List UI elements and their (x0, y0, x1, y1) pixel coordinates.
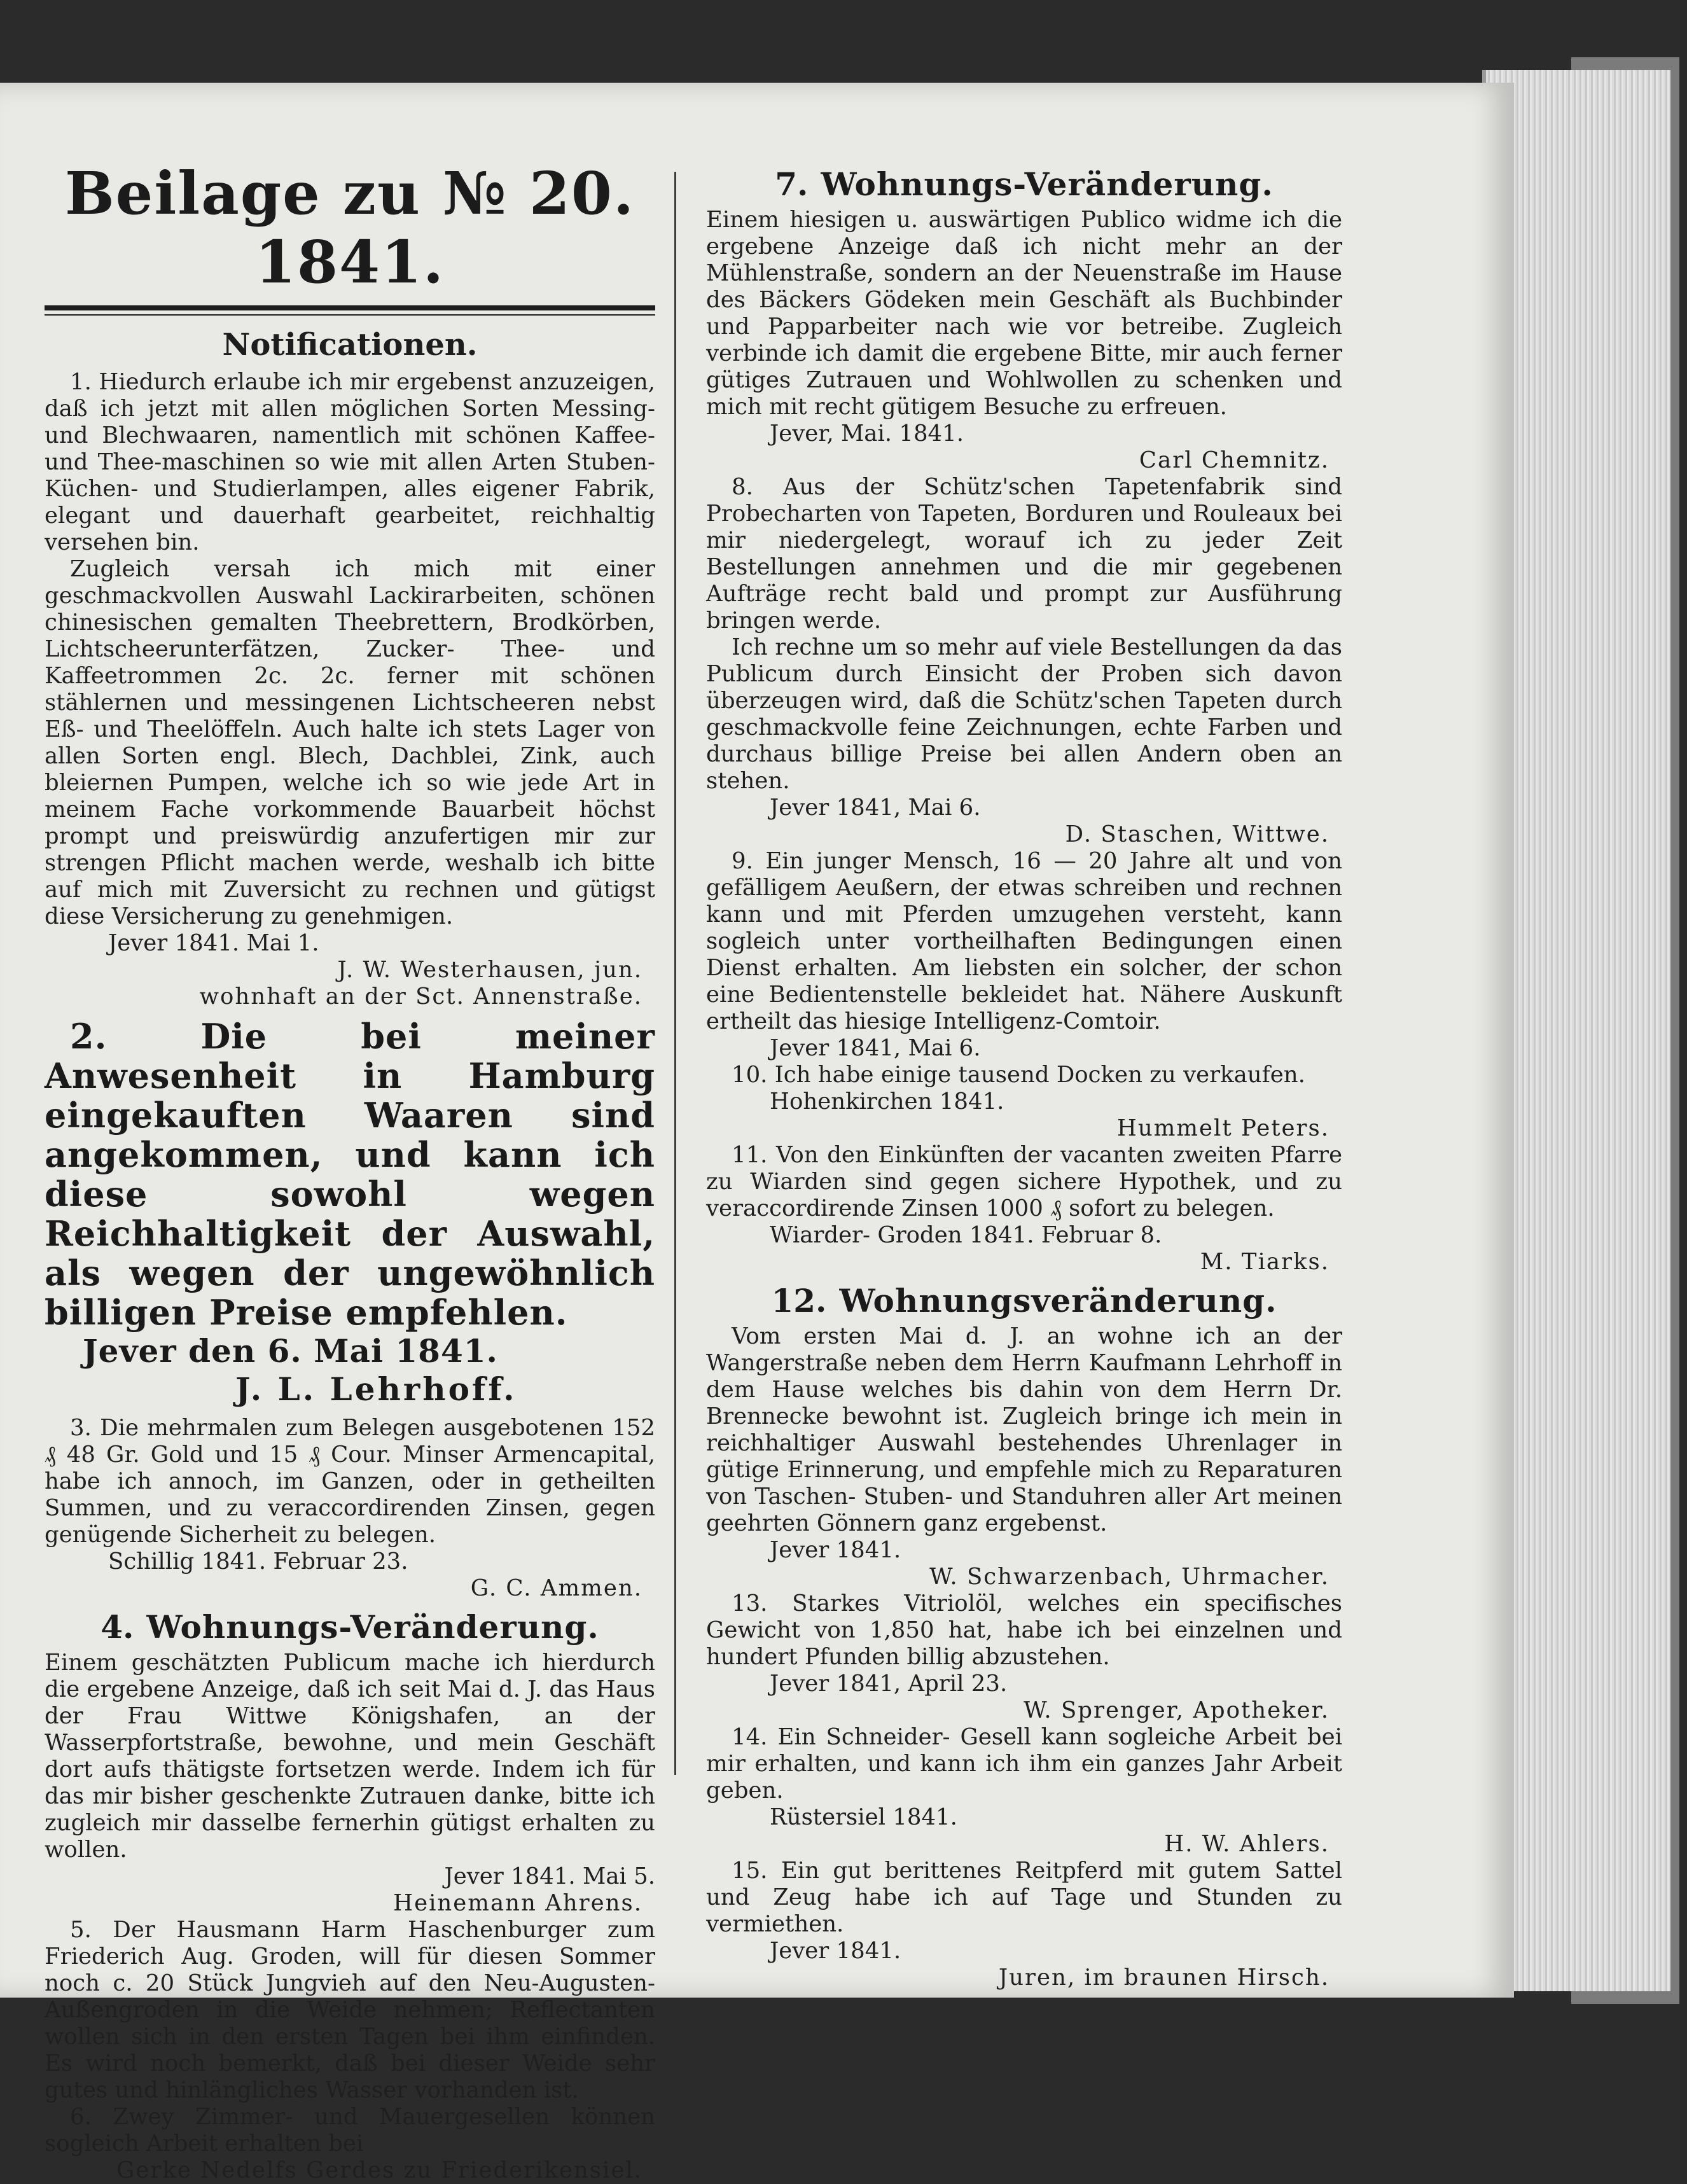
notice-14-date: Rüstersiel 1841. (770, 1804, 957, 1830)
page-title: Beilage zu № 20. 1841. (65, 159, 635, 296)
notice-15-signature: Juren, im braunen Hirsch. (998, 1965, 1329, 1991)
notice-14-text: 14. Ein Schneider- Gesell kann sogleiche Arbeit bei mir erhalten, und kann ich ihm ein ganzes Jahr Arbeit geben. (706, 1724, 1342, 1804)
notice-8-signature: D. Staschen, Wittwe. (1065, 821, 1329, 847)
notice-12-signature: W. Schwarzenbach, Uhrmacher. (929, 1564, 1329, 1590)
notice-14-signature: H. W. Ahlers. (1164, 1831, 1329, 1857)
notice-2-signature: J. L. Lehrhoff. (235, 1370, 517, 1408)
notice-4-heading: Wohnungs-Veränderung. (146, 1608, 599, 1646)
notice-7-date: Jever, Mai. 1841. (770, 421, 964, 447)
notice-13-signature: W. Sprenger, Apotheker. (1024, 1697, 1329, 1723)
notice-12-number: 12. (771, 1282, 827, 1319)
notice-2-date: Jever den 6. Mai 1841. (83, 1332, 498, 1370)
notice-6-text: 6. Zwey Zimmer- und Mauergesellen können sogleich Arbeit erhalten bei (45, 2104, 655, 2157)
right-column (706, 159, 1342, 1991)
notice-13-text: 13. Starkes Vitriolöl, welches ein specifisches Gewicht von 1,850 hat, habe ich bei einzelnen und hundert Pfunden billig abzustehen. (706, 1590, 1342, 1670)
notice-8-date: Jever 1841, Mai 6. (770, 795, 981, 821)
notice-3-signature: G. C. Ammen. (470, 1575, 642, 1601)
notice-10-signature: Hummelt Peters. (1116, 1115, 1329, 1141)
notice-15-date: Jever 1841. (770, 1938, 901, 1964)
notice-4-signature: Heinemann Ahrens. (393, 1890, 642, 1916)
notice-11-text: 11. Von den Einkünften der vacanten zweiten Pfarre zu Wiarden sind gegen sichere Hypothek, und zu veraccordirende Zinsen 1000 ₰ sofort zu belegen. (706, 1142, 1342, 1221)
notice-9-date: Jever 1841, Mai 6. (770, 1035, 981, 1061)
notice-1-address: wohnhaft an der Sct. Annenstraße. (199, 984, 642, 1010)
notice-4-number: 4. (101, 1608, 134, 1646)
notice-7-heading: Wohnungs-Veränderung. (821, 165, 1274, 203)
notice-15-text: 15. Ein gut berittenes Reitpferd mit gutem Sattel und Zeug habe ich auf Tage und Stunden zu vermiethen. (706, 1858, 1342, 1937)
notice-8-text: 8. Aus der Schütz'schen Tapetenfabrik sind Probecharten von Tapeten, Borduren und Rouleaux bei mir niedergelegt, worauf ich zu jeder Zeit Bestellungen annehmen und die mir gegebenen Aufträge recht bald und prompt zur Ausführung bringen werde. (706, 474, 1342, 634)
notice-12-date: Jever 1841. (770, 1537, 901, 1563)
notice-12-text: Vom ersten Mai d. J. an wohne ich an der Wangerstraße neben dem Herrn Kaufmann Lehrhoff in dem Hause welches bis dahin von dem Herrn Dr. Brennecke bewohnt ist. Zugleich bringe ich mein in reichhaltiger Auswahl bestehendes Uhrenlager in gütige Erinnerung, und empfehle mich zu Reparaturen von Taschen- Stuben- und Standuhren aller Art meinen geehrten Gönnern ganz ergebenst. (706, 1323, 1342, 1536)
title-rule-thin (45, 314, 655, 316)
notice-1-date: Jever 1841. Mai 1. (108, 930, 319, 956)
notice-3-date: Schillig 1841. Februar 23. (108, 1548, 408, 1575)
notice-5-text: 5. Der Hausmann Harm Haschenburger zum Friederich Aug. Groden, will für diesen Sommer noch c. 20 Stück Jungvieh auf den Neu-Augusten- Außengroden in die Weide nehmen; Reflectanten wollen sich in den ersten Tagen bei ihm einfinden. Es wird noch bemerkt, daß bei dieser Weide sehr gutes und hinlängliches Wasser vorhanden ist. (45, 1917, 655, 2103)
notice-4-heading-row (45, 1608, 655, 1646)
notice-4-date: Jever 1841. Mai 5. (444, 1863, 655, 1889)
notice-2-text: 2. Die bei meiner Anwesenheit in Hamburg eingekauften Waaren sind angekommen, und kann ich diese sowohl wegen Reichhaltigkeit der Auswahl, als wegen der ungewöhnlich billigen Preise empfehlen. (45, 1016, 655, 1333)
newspaper-page (0, 83, 1514, 2183)
notice-11-date: Wiarder- Groden 1841. Februar 8. (770, 1222, 1162, 1248)
notifications-heading: Notificationen. (222, 327, 478, 363)
notice-4-text: Einem geschätzten Publicum mache ich hierdurch die ergebene Anzeige, daß ich seit Mai d. J. das Haus der Frau Wittwe Königshafen, an der Wasserpfortstraße, bewohne, und mein Geschäft dort aufs thätigste fortsetzen werde. Indem ich für das mir bisher geschenkte Zutrauen danke, bitte ich zugleich mir dasselbe fernerhin gütigst erhalten zu wollen. (45, 1650, 655, 1863)
column-divider (674, 172, 676, 1775)
notice-1-text: 1. Hiedurch erlaube ich mir ergebenst anzuzeigen, daß ich jetzt mit allen möglichen Sorten Messing- und Blechwaaren, namentlich mit schönen Kaffee- und Thee-maschinen so wie mit allen Arten Stuben- Küchen- und Studierlampen, alles eigener Fabrik, elegant und dauerhaft gearbeitet, reichhaltig versehen bin. (45, 369, 655, 555)
notice-13-date: Jever 1841, April 23. (770, 1671, 1008, 1697)
notice-9-text: 9. Ein junger Mensch, 16 — 20 Jahre alt und von gefälligem Aeußern, der etwas schreiben und rechnen kann und mit Pferden umzugehen versteht, kann sogleich unter vortheilhaften Bedingungen einen Dienst erhalten. Am liebsten ein solcher, der schon eine Bedientenstelle bekleidet hat. Nähere Auskunft ertheilt das hiesige Intelligenz-Comtoir. (706, 848, 1342, 1034)
title-rule-thick (45, 305, 655, 310)
notice-8-text-2: Ich rechne um so mehr auf viele Bestellungen da das Publicum durch Einsicht der Proben sich davon überzeugen wird, daß die Schütz'schen Tapeten durch geschmackvolle feine Zeichnungen, echte Farben und durchaus billige Preise bei allen Andern oben an stehen. (706, 634, 1342, 794)
notice-7-signature: Carl Chemnitz. (1139, 447, 1329, 473)
notice-7-heading-row (706, 165, 1342, 203)
notice-10-date: Hohenkirchen 1841. (770, 1089, 1004, 1115)
notice-6-signature: Gerke Nedelfs Gerdes zu Friederikensiel. (116, 2157, 642, 2183)
left-column (45, 159, 655, 2184)
notice-11-signature: M. Tiarks. (1200, 1249, 1329, 1275)
notice-12-heading: Wohnungsveränderung. (839, 1282, 1277, 1319)
notice-7-number: 7. (775, 165, 809, 203)
notice-10-text: 10. Ich habe einige tausend Docken zu verkaufen. (732, 1062, 1305, 1088)
notice-12-heading-row (706, 1282, 1342, 1319)
notice-7-text: Einem hiesigen u. auswärtigen Publico widme ich die ergebene Anzeige daß ich nicht mehr an der Mühlenstraße, sondern an der Neuenstraße im Hause des Bäckers Gödeken mein Geschäft als Buchbinder und Papparbeiter nach wie vor betreibe. Zugleich verbinde ich damit die ergebene Bitte, mir auch ferner gütiges Zutrauen und Wohlwollen zu schenken und mich mit recht gütigem Besuche zu erfreuen. (706, 207, 1342, 420)
notice-3-text: 3. Die mehrmalen zum Belegen ausgebotenen 152 ₰ 48 Gr. Gold und 15 ₰ Cour. Minser Armencapital, habe ich annoch, im Ganzen, oder in getheilten Summen, und zu veraccordirenden Zinsen, gegen genügende Sicherheit zu belegen. (45, 1415, 655, 1548)
notice-1-signature: J. W. Westerhausen, jun. (337, 957, 642, 983)
notice-1-text-2: Zugleich versah ich mich mit einer geschmackvollen Auswahl Lackirarbeiten, schönen chinesischen gemalten Theebrettern, Brodkörben, Lichtscheerunterfätzen, Zucker- Thee- und Kaffeetrommen 2c. 2c. ferner mit schönen stählernen und messingenen Lichtscheeren nebst Eß- und Theelöffeln. Auch halte ich stets Lager von allen Sorten engl. Blech, Dachblei, Zink, auch bleiernen Pumpen, welche ich so wie jede Art in meinem Fache vorkommende Bauarbeit höchst prompt und preiswürdig anzufertigen mir zur strengen Pflicht machen werde, weshalb ich bitte auf mich mit Zuversicht zu rechnen und gütigst diese Versicherung zu genehmigen. (45, 556, 655, 929)
